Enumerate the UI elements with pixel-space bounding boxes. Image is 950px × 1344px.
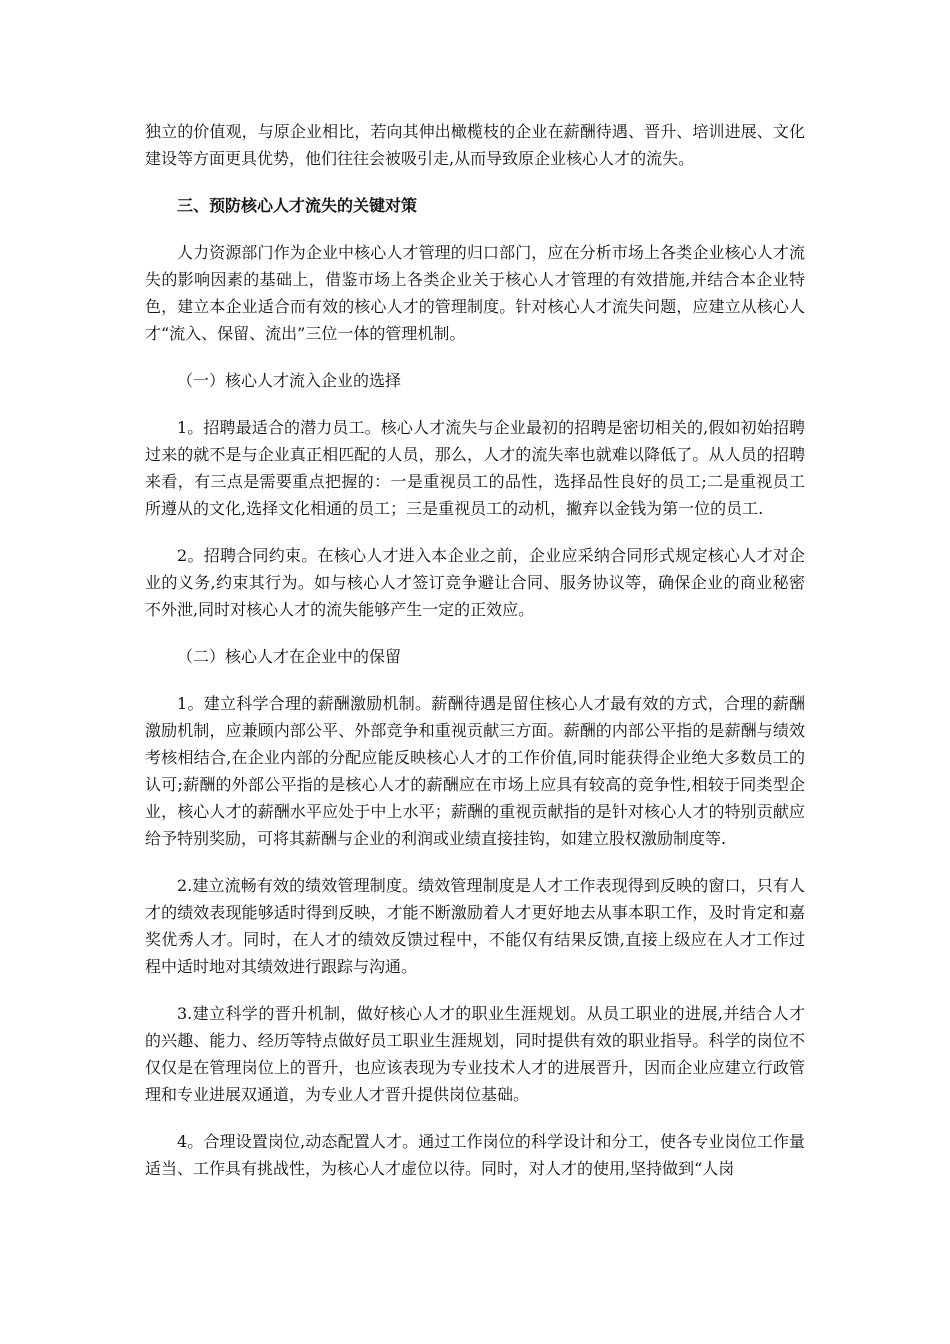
paragraph-salary-incentive: 1。建立科学合理的薪酬激励机制。薪酬待遇是留住核心人才最有效的方式，合理的薪酬激励机制，应兼顾内部公平、外部竞争和重视贡献三方面。薪酬的内部公平指的是薪酬与绩效考核相结合,在企业内部的分配应能反映核心人才的工作价值,同时能获得企业绝大多数员工的认可;薪酬的外部公平指的是核心人才的薪酬应在市场上应具有较高的竞争性,相较于同类型企业，核心人才的薪酬水平应处于中上水平；薪酬的重视贡献指的是针对核心人才的特别贡献应给予特别奖励，可将其薪酬与企业的利润或业绩直接挂钩，如建立股权激励制度等.: [145, 694, 805, 848]
paragraph-position-setting: 4。合理设置岗位,动态配置人才。通过工作岗位的科学设计和分工，使各专业岗位工作量适当、工作具有挑战性，为核心人才虚位以待。同时，对人才的使用,坚持做到“人岗: [145, 1132, 805, 1178]
subsection-heading-inflow: （一）核心人才流入企业的选择: [177, 371, 402, 390]
intro-paragraph: 人力资源部门作为企业中核心人才管理的归口部门，应在分析市场上各类企业核心人才流失的影响因素的基础上，借鉴市场上各类企业关于核心人才管理的有效措施,并结合本企业特色，建立本企业适合而有效的核心人才的管理制度。针对核心人才流失问题，应建立从核心人才“流入、保留、流出”三位一体的管理机制。: [145, 243, 805, 343]
paragraph-recruit-contract: 2。招聘合同约束。在核心人才进入本企业之前，企业应采纳合同形式规定核心人才对企业的义务,约束其行为。如与核心人才签订竞争避让合同、服务协议等，确保企业的商业秘密不外泄,同时对核心人才的流失能够产生一定的正效应。: [145, 546, 805, 619]
section-heading: 三、预防核心人才流失的关键对策: [177, 196, 418, 215]
continued-paragraph: 独立的价值观，与原企业相比，若向其伸出橄榄枝的企业在薪酬待遇、晋升、培训进展、文化建设等方面更具优势，他们往往会被吸引走,从而导致原企业核心人才的流失。: [145, 122, 805, 168]
document-page: [145, 118, 805, 1202]
paragraph-promotion-mechanism: 3.建立科学的晋升机制，做好核心人才的职业生涯规划。从员工职业的进展,并结合人才的兴趣、能力、经历等特点做好员工职业生涯规划，同时提供有效的职业指导。科学的岗位不仅仅是在管理岗位上的晋升，也应该表现为专业技术人才的进展晋升，因而企业应建立行政管理和专业进展双通道，为专业人才晋升提供岗位基础。: [145, 1004, 805, 1104]
subsection-heading-retention: （二）核心人才在企业中的保留: [177, 647, 402, 666]
paragraph-recruit-potential: 1。招聘最适合的潜力员工。核心人才流失与企业最初的招聘是密切相关的,假如初始招聘过来的就不是与企业真正相匹配的人员，那么，人才的流失率也就难以降低了。从人员的招聘来看，有三点是需要重点把握的：一是重视员工的品性，选择品性良好的员工;二是重视员工所遵从的文化,选择文化相通的员工；三是重视员工的动机，撇弃以金钱为第一位的员工.: [145, 418, 805, 518]
paragraph-performance-management: 2.建立流畅有效的绩效管理制度。绩效管理制度是人才工作表现得到反映的窗口，只有人才的绩效表现能够适时得到反映，才能不断激励着人才更好地去从事本职工作，及时肯定和嘉奖优秀人才。同时，在人才的绩效反馈过程中，不能仅有结果反馈,直接上级应在人才工作过程中适时地对其绩效进行跟踪与沟通。: [145, 876, 805, 976]
